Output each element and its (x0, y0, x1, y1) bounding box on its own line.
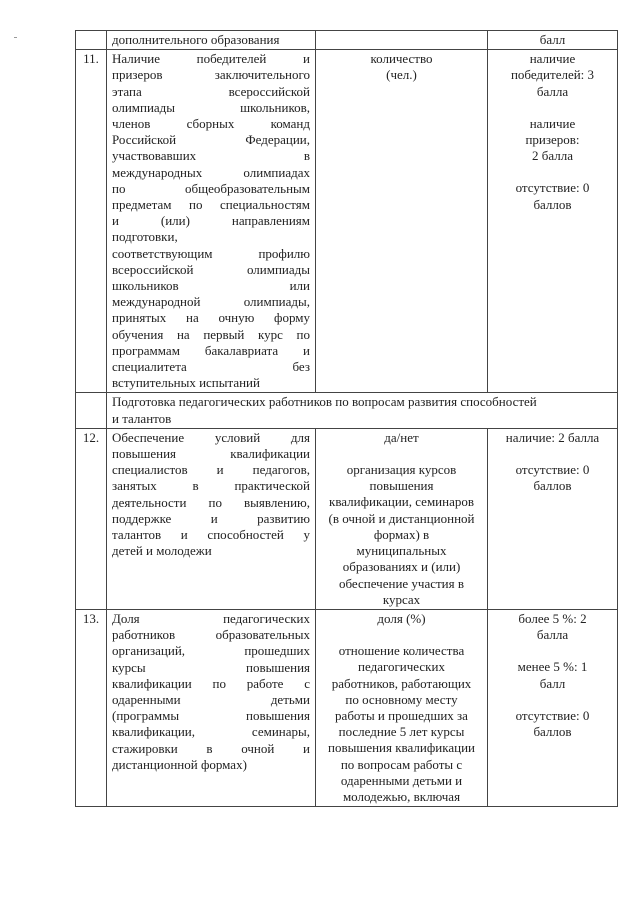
measure-cell (316, 31, 488, 50)
score-cell: балл (488, 31, 618, 50)
table-row-continuation (76, 31, 618, 50)
criterion-cell: дополнительного образования (107, 31, 316, 50)
table-row-12 (76, 428, 618, 609)
scan-mark (14, 37, 17, 38)
criterion-cell: Обеспечение условий для повышения квалификации специалистов и педагогов, занятых в практической деятельности по выявлению, поддержке и развитию талантов и способностей у детей и молодежи (107, 428, 316, 609)
table-row-13 (76, 609, 618, 806)
criteria-table (75, 30, 618, 807)
row-number: 12. (76, 428, 107, 609)
table-row-11 (76, 50, 618, 393)
section-header-row (76, 393, 618, 428)
measure-cell: да/нет организация курсов повышения квалификации, семинаров (в очной и дистанционной формах) в муниципальных образованиях и (или) обеспечение участия в курсах (316, 428, 488, 609)
measure-cell: количество (чел.) (316, 50, 488, 393)
row-number: 13. (76, 609, 107, 806)
criterion-cell: Наличие победителей и призеров заключительного этапа всероссийской олимпиады школьников, членов сборных команд Российской Федерации, участвовавших в международных олимпиадах по общеобразовательным предметам по специальностям и (или) направлениям подготовки, соответствующим профилю всероссийской олимпиады школьников или международной олимпиады, принятых на очную форму обучения на первый курс по программам бакалавриата и специалитета без вступительных испытаний (107, 50, 316, 393)
score-cell: наличие победителей: 3 балла наличие призеров: 2 балла отсутствие: 0 баллов (488, 50, 618, 393)
measure-cell: доля (%) отношение количества педагогических работников, работающих по основному месту работы и прошедших за последние 5 лет курсы повышения квалификации по вопросам работы с одаренными детьми и молодежью, включая (316, 609, 488, 806)
score-cell: наличие: 2 балла отсутствие: 0 баллов (488, 428, 618, 609)
num-cell (76, 31, 107, 50)
section-title: Подготовка педагогических работников по вопросам развития способностей и талантов (107, 393, 618, 428)
criterion-cell: Доля педагогических работников образовательных организаций, прошедших курсы повышения квалификации по работе с одаренными детьми (программы повышения квалификации, семинары, стажировки в очной и дистанционной формах) (107, 609, 316, 806)
score-cell: более 5 %: 2 балла менее 5 %: 1 балл отсутствие: 0 баллов (488, 609, 618, 806)
row-number: 11. (76, 50, 107, 393)
num-cell (76, 393, 107, 428)
